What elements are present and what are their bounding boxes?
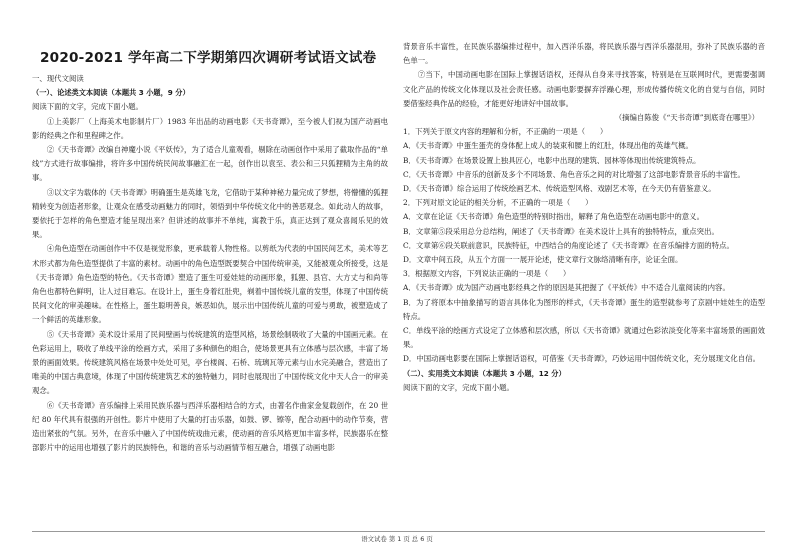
section-heading: 一、现代文阅读 xyxy=(32,74,84,83)
subsection-heading: （二）、实用类文本阅读（本题共 3 小题，12 分） xyxy=(403,368,566,378)
answer-option: A．《天书奇谭》成为国产动画电影经典之作的原因是其把握了《平妖传》中不适合儿童阅读的内容。 xyxy=(403,283,730,293)
passage-paragraph: ④角色造型在动画创作中不仅是视觉形象，更承载着人物性格。以剪纸为代表的中国民间艺术，美术等艺术形式都为角色造型提供了丰富的素材。动画中的角色造型既要契合中国传统审美，又能被观众所接受，这是《天书奇谭》角色造型的特色。《天书奇谭》塑造了蛋生可爱娃娃的动画形象，狐狸、县官、大方丈与和尚等角色也都特色鲜明，让人过目难忘。在设计上，蛋生身着红肚兜，剃着中国传统儿童的发型，体现了中国传统民间文化的审美趣味。在性格上，蛋生聪明善良，嫉恶如仇，展示出中国传统儿童的可爱与勇敢，被塑造成了一个鲜活的英雄形象。 xyxy=(32,244,388,325)
passage-source: （摘编自陈俊《“天书奇谭”到底奇在哪里》） xyxy=(614,113,759,123)
passage-paragraph: ②《天书奇谭》改编自神魔小说《平妖传》，为了适合儿童观看，剔除在动画创作中采用了截取作品的“单线”方式进行故事编排，将许多中国传统民间故事融汇在一起，创作出以袁至、表公和三只狐狸精为主角的故事。 xyxy=(32,145,388,183)
answer-option: C．《天书奇谭》中音乐的创新及多个不同场景、角色音乐之间的对比增强了这部电影背景音乐的丰富性。 xyxy=(403,169,745,179)
answer-option: A．文章在论证《天书奇谭》角色造型的特别时指出，解释了角色造型在动画电影中的意义。 xyxy=(403,212,704,222)
right-column xyxy=(403,40,765,395)
question-stem: 3．根据原文内容，下列说法正确的一项是（ ） xyxy=(403,269,571,279)
passage-paragraph: ⑦当下，中国动画电影在国际上掌握话语权，还得从自身来寻找答案，特别是在互联网时代，更需要强调文化产品的传统文化体现以及社会责任感。动画电影要摒弃浮躁心理，形成传播传统文化的自觉与自信，同时要借鉴经典作品的经验，才能更好地讲好中国故事。 xyxy=(403,70,765,108)
answer-option: B．文章第⑤段采用总分总结构，阐述了《天书奇谭》在美术设计上具有的独特特点，重点突出。 xyxy=(403,226,719,236)
answer-option: D．文章中间五段，从五个方面一一展开论述，使文章行文脉络清晰有序，论证全面。 xyxy=(403,255,683,265)
exam-title: 2020-2021 学年高二下学期第四次调研考试语文试卷 xyxy=(40,50,377,66)
answer-option: B．为了将原本中抽象描写的语言具体化为图形的样式，《天书奇谭》蛋生的造型就参考了京剧中娃娃生的造型特点。 xyxy=(403,297,765,321)
answer-option: C．单线平涂的绘画方式设定了立体感和层次感，所以《天书奇谭》就通过色彩浓淡变化等来丰富场景的画面效果。 xyxy=(403,326,765,350)
answer-option: A．《天书奇谭》中蛋生蛋壳的身体配上成人的装束和腰上的红肚，体现出他的英雄气概。 xyxy=(403,141,693,151)
passage-paragraph: ①上美影厂（上海美术电影制片厂）1983 年出品的动画电影《天书奇谭》，至今被人们视为国产动画电影的经典之作和里程碑之作。 xyxy=(32,116,388,140)
answer-option: C．文章第⑥段关联前意识，民族特征，中西结合的角度论述了《天书奇谭》在音乐编排方面的特点。 xyxy=(403,240,734,250)
question-stem: 2．下列对原文论证的相关分析，不正确的一项是（ ） xyxy=(403,198,593,208)
passage-paragraph: 背景音乐丰富性，在民族乐器编排过程中，加入西洋乐器，将民族乐器与西洋乐器混用，弥补了民族乐器的音色单一。 xyxy=(403,42,765,66)
reading-instruction: 阅读下面的文字，完成下面小题。 xyxy=(32,102,143,112)
passage-paragraph: ⑤《天书奇谭》美术设计采用了民间壁画与传统建筑的造型风格，场景绘制吸收了大量的中国画元素。在色彩运用上，吸收了单线平涂的绘画方式，采用了多种颜色的组合，使场景更具有立体感与层次感，丰富了场景的画面效果。传统建筑风格在场景中处处可见，亭台楼阁、石桥、琉璃瓦等元素与山水完美融合，营造出了唯美的中国古典意境，体现了中国传统建筑艺术的独特魅力，同时也展现出了中国传统文化中天人合一的审美观念。 xyxy=(32,329,388,396)
reading-instruction: 阅读下面的文字，完成下面小题。 xyxy=(403,382,514,392)
answer-option: B．《天书奇谭》在场景设置上独具匠心，电影中出现的建筑、园林等体现出传统建筑特点。 xyxy=(403,155,701,165)
answer-option: D．中国动画电影要在国际上掌握话语权，可借鉴《天书奇谭》，巧妙运用中国传统文化，充分展现文化自信。 xyxy=(403,354,760,364)
subsection-heading: （一）、论述类文本阅读（本题共 3 小题，9 分） xyxy=(32,88,190,98)
left-column xyxy=(32,72,388,455)
passage-paragraph: ③以文字为载体的《天书奇谭》明确蛋生是英雄飞龙，它借助于某种神秘力量完成了梦想，将懵懂的狐狸精转变为创造者形象，让观众在感受动画魅力的同时，领悟到中华传统文化中的善恶观念。如此动人的故事，要依托于怎样的角色塑造才能呈现出来？但讲述的故事并不单纯，寓教于乐，真正达到了观众喜闻乐见的效果。 xyxy=(32,187,388,240)
footer-divider xyxy=(32,531,765,532)
question-stem: 1．下列关于原文内容的理解和分析，不正确的一项是（ ） xyxy=(403,127,608,137)
page-footer: 语文试卷 第 1 页 总 6 页 xyxy=(361,535,433,543)
passage-paragraph: ⑥《天书奇谭》音乐编排上采用民族乐器与西洋乐器相结合的方式，由著名作曲家金复载创作，在 20 世纪 80 年代具有很强的开创性。影片中使用了大量的打击乐器，如鼓、锣、镲等，配合动画中的动作节奏，营造出紧张的气氛。另外，在音乐中融入了中国传统戏曲元素，使动画的音乐风格更加丰富多样，民族器乐在整部影片中的运用也增强了影片的民族特色，和谐的音乐与动画情节相互融合，增强了动画电影 xyxy=(32,400,388,453)
answer-option: D．《天书奇谭》综合运用了传统绘画艺术、传统造型风格、戏剧艺术等，在今天仍有借鉴意义。 xyxy=(403,184,716,194)
